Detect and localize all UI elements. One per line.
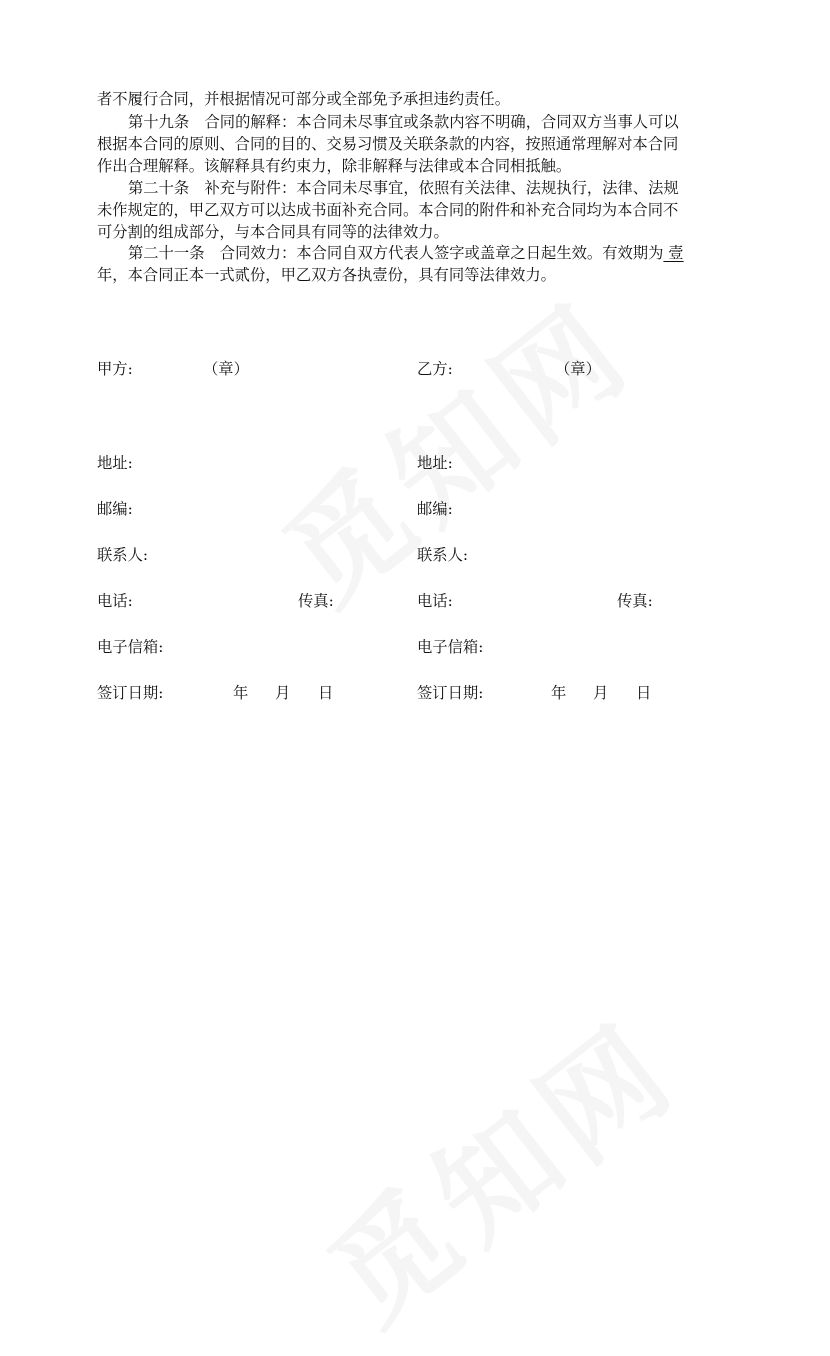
- party-b-year: 年: [551, 684, 567, 702]
- text-line: 根据本合同的原则、合同的目的、交易习惯及关联条款的内容，按照通常理解对本合同: [97, 134, 679, 153]
- party-a-month: 月: [275, 684, 291, 702]
- party-a-address-label: 地址:: [97, 454, 133, 472]
- party-a-phone-label: 电话:: [97, 592, 133, 610]
- party-a-seal: （章）: [203, 360, 249, 378]
- party-b-day: 日: [636, 684, 652, 702]
- party-a-day: 日: [318, 684, 334, 702]
- party-a-year: 年: [233, 684, 249, 702]
- party-b-contact-label: 联系人:: [417, 546, 469, 564]
- clause-21-text: 第二十一条 合同效力：本合同自双方代表人签字或盖章之日起生效。有效期为: [128, 244, 664, 262]
- party-a-fax-label: 传真:: [298, 592, 334, 610]
- text-line: 作出合理解释。该解释具有约束力，除非解释与法律或本合同相抵触。: [97, 156, 572, 175]
- text-line: 第十九条 合同的解释：本合同未尽事宜或条款内容不明确，合同双方当事人可以: [128, 113, 679, 131]
- party-a-label: 甲方:: [97, 360, 133, 378]
- validity-term: 壹: [663, 244, 684, 262]
- clause-18-tail: [97, 89, 735, 111]
- text-line: 可分割的组成部分，与本合同具有同等的法律效力。: [97, 222, 449, 241]
- text-line: 年，本合同正本一式贰份，甲乙双方各执壹份，具有同等法律效力。: [97, 265, 556, 284]
- party-a-date-label: 签订日期:: [97, 684, 164, 702]
- text-line: 第二十条 补充与附件：本合同未尽事宜，依照有关法律、法规执行，法律、法规: [128, 179, 679, 197]
- watermark-bottom: [289, 976, 707, 1355]
- party-b-month: 月: [593, 684, 609, 702]
- text-line: 者不履行合同，并根据情况可部分或全部免予承担违约责任。: [97, 90, 511, 108]
- text-line: [97, 243, 735, 265]
- watermark: [244, 256, 662, 635]
- clause-19: [97, 112, 735, 177]
- clause-21: [97, 243, 735, 287]
- party-b-address-label: 地址:: [417, 454, 453, 472]
- party-a-postcode-label: 邮编:: [97, 500, 133, 518]
- party-a-contact-label: 联系人:: [97, 546, 149, 564]
- party-b-fax-label: 传真:: [617, 592, 653, 610]
- party-b-label: 乙方:: [417, 360, 453, 378]
- party-b-phone-label: 电话:: [417, 592, 453, 610]
- party-a-email-label: 电子信箱:: [97, 638, 164, 656]
- party-b-seal: （章）: [555, 360, 601, 378]
- party-b-email-label: 电子信箱:: [417, 638, 484, 656]
- text-line: 未作规定的，甲乙双方可以达成书面补充合同。本合同的附件和补充合同均为本合同不: [97, 200, 679, 219]
- party-b-postcode-label: 邮编:: [417, 500, 453, 518]
- party-b-date-label: 签订日期:: [417, 684, 484, 702]
- clause-20: [97, 178, 735, 243]
